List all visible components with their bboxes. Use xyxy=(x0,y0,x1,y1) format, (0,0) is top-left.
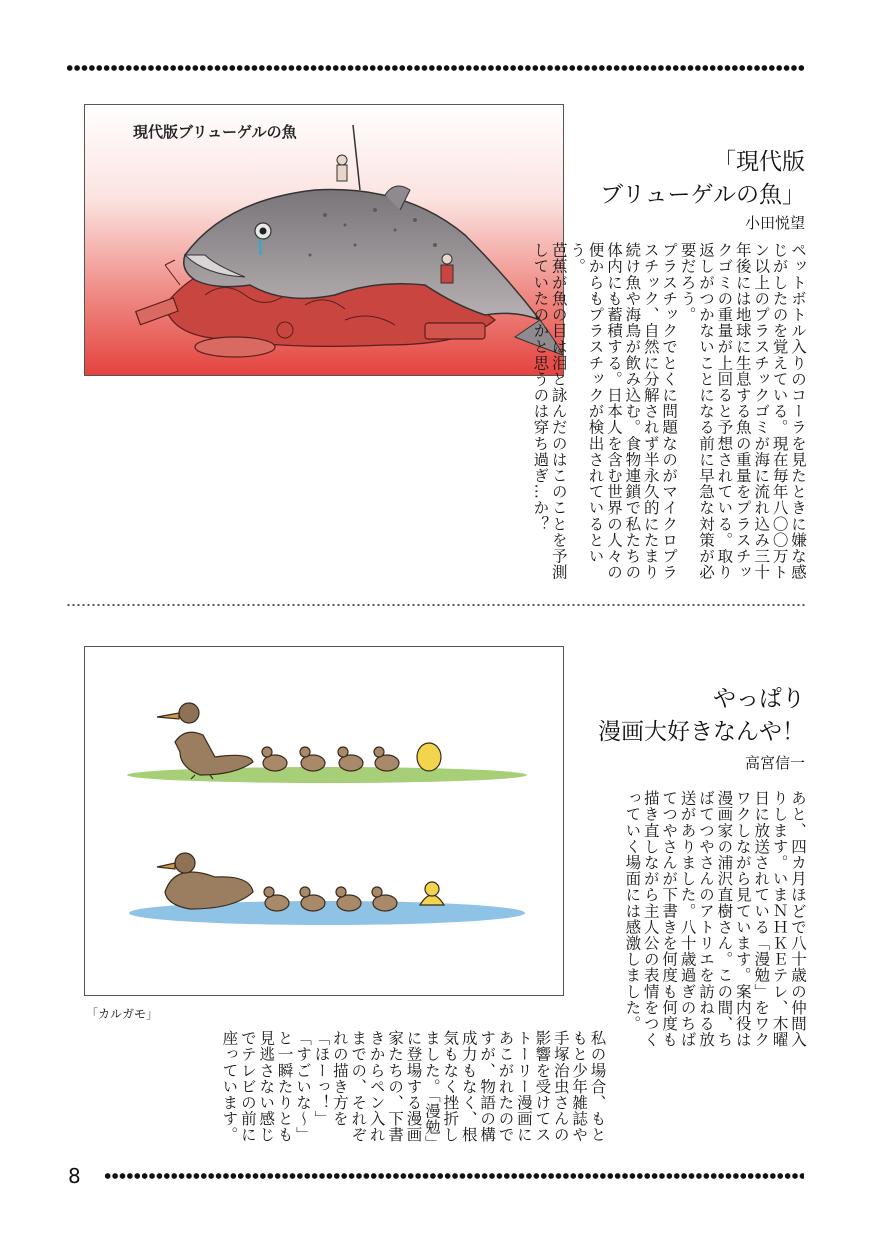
illustration-title: 現代版ブリューゲルの魚 xyxy=(133,123,297,141)
article2-title: やっぱり 漫画大好きなんや！ xyxy=(598,686,805,745)
article1-paragraph: プラスチックでとくに問題なのがマイクロプラスチック、自然に分解されず半永久的にたまり続け魚や海鳥が飲み込む。食物連鎖で私たちの体内にも蓄積する。日本人を含む世界の人々の便からもプラスチックが検出されているという。 xyxy=(568,242,679,581)
duck-illustration xyxy=(84,646,564,996)
article2-paragraph: あと、四カ月ほどで八十歳の仲間入りします。いまＮＨＫＥテレ、木曜日に放送されている「漫勉」をワクワクしながら見ています。案内役は漫画家の浦沢直樹さん。この間、ちばてつやさんのアトリエを訪ねる放送がありました。八十歳過ぎのちばてつやさんが下書きを何度も何度も描き直しながら主人公の表情をつくっていく場面には感激しました。 xyxy=(623,790,807,1048)
page-number: 8 xyxy=(68,1164,81,1188)
section-divider xyxy=(66,604,806,606)
article2-paragraph: 私の場合、もともと少年雑誌や手塚治虫さんの影響を受けてストーリー漫画にあこがれたのですが、物語の構成力もなく、根気もなく挫折しました。「漫勉」に登場する漫画家たちの、下書きからペン入れまでの、それぞれの描き方を「ほーっ！」「すごいな～」と一瞬たりとも見逃さない感じでテレビの前に座っています。 xyxy=(220,1030,607,1144)
article2-body xyxy=(623,790,807,1052)
top-dotted-rule xyxy=(66,64,804,72)
bottom-dotted-rule xyxy=(104,1172,804,1180)
illustration-caption: 「カルガモ」 xyxy=(86,1007,159,1021)
article1-body xyxy=(531,242,807,582)
article2-author: 高宮信一 xyxy=(744,754,805,772)
article1-paragraph: ペットボトル入りのコーラを見たときに嫌な感じがしたのを覚えている。現在毎年八〇〇万トン以上のプラスチックゴミが海に流れ込み三十年後には地球に生息する魚の重量をプラスチックゴミの重量が上回ると予想されている。取り返しがつかないことになる前に早急な対策が必要だろう。 xyxy=(678,242,807,581)
article1-paragraph: 芭蕉が魚の目は泪と詠んだのはこのことを予測していたのかと思うのは穿ち過ぎ…か？ xyxy=(531,242,568,581)
fish-illustration xyxy=(84,104,564,376)
article1-title: 「現代版 ブリューゲルの魚」 xyxy=(600,149,805,208)
article1-author: 小田悦望 xyxy=(744,214,805,232)
article2-body-continued xyxy=(220,1030,607,1148)
